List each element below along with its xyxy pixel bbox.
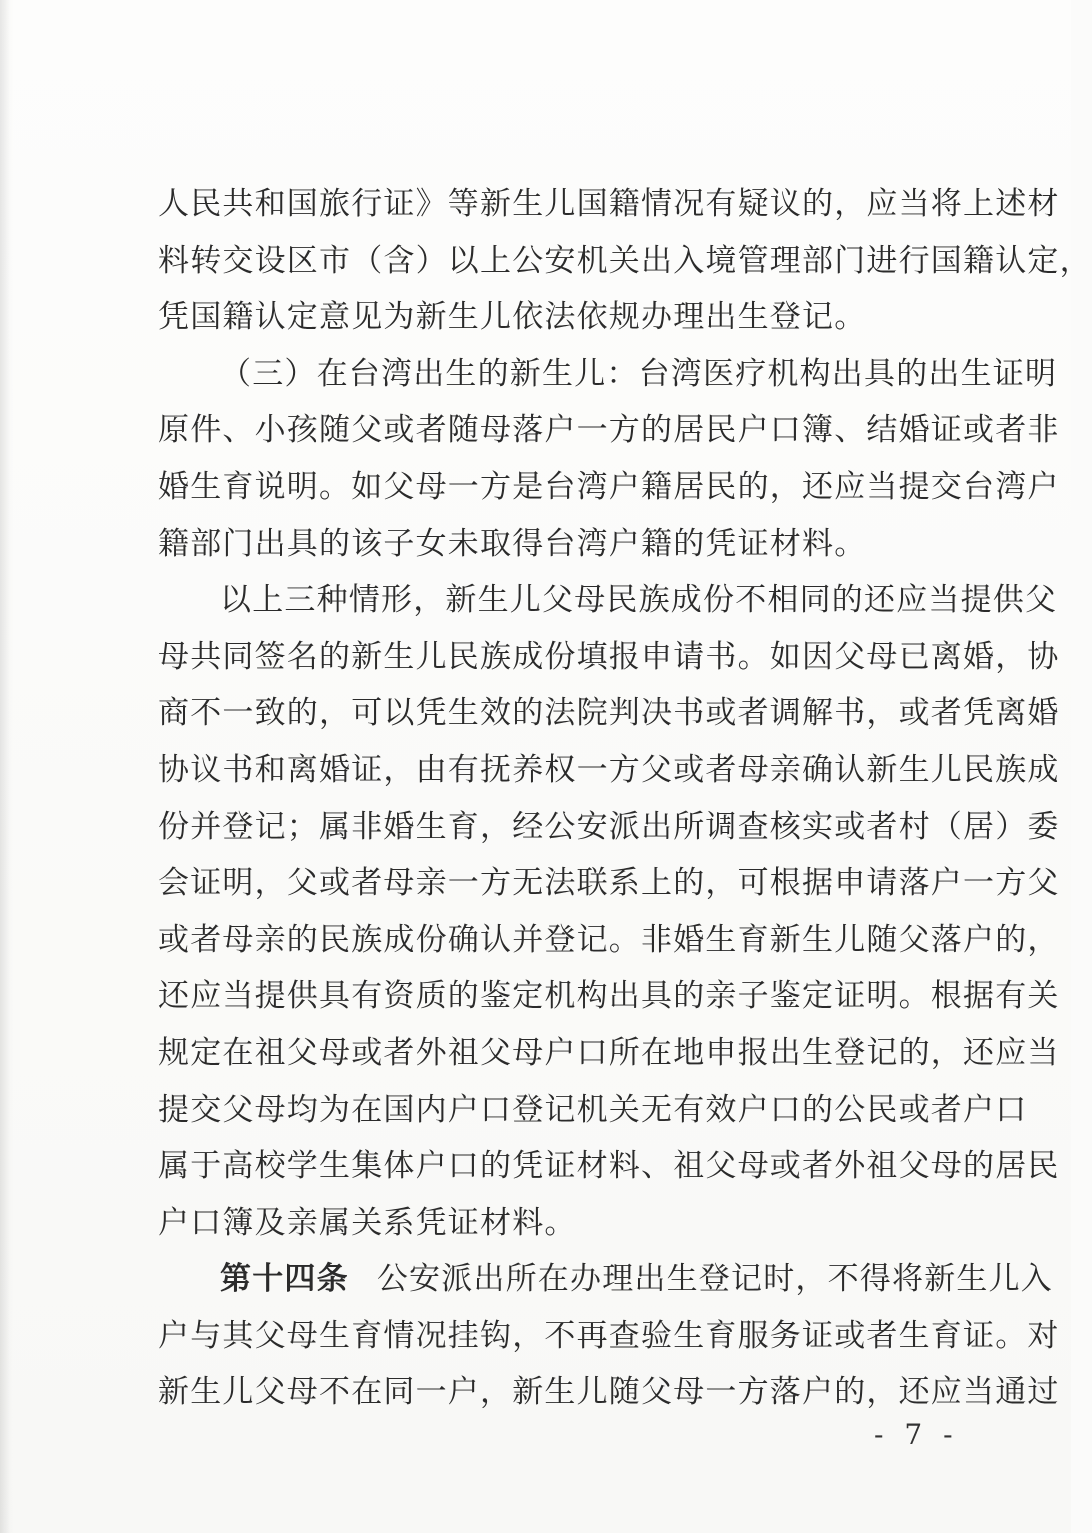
text-line: 提交父母均为在国内户口登记机关无有效户口的公民或者户口 (158, 1091, 1028, 1128)
scan-edge-shadow (0, 0, 10, 1533)
text-line: 商不一致的，可以凭生效的法院判决书或者调解书，或者凭离婚 (158, 695, 1060, 732)
text-line: 新生儿父母不在同一户，新生儿随父母一方落户的，还应当通过 (158, 1374, 1060, 1411)
text-line: （三）在台湾出生的新生儿：台湾医疗机构出具的出生证明 (220, 355, 1058, 392)
text-line: 以上三种情形，新生儿父母民族成份不相同的还应当提供父 (220, 582, 1058, 619)
text-line: 婚生育说明。如父母一方是台湾户籍居民的，还应当提交台湾户 (158, 468, 1060, 505)
text-line: 籍部门出具的该子女未取得台湾户籍的凭证材料。 (158, 525, 867, 562)
text-line: 或者母亲的民族成份确认并登记。非婚生育新生儿随父落户的， (158, 921, 1060, 958)
text-line: 还应当提供具有资质的鉴定机构出具的亲子鉴定证明。根据有关 (158, 978, 1060, 1015)
text-line: 户口簿及亲属关系凭证材料。 (158, 1204, 577, 1241)
text-line: 原件、小孩随父或者随母落户一方的居民户口簿、结婚证或者非 (158, 412, 1060, 449)
article-text: 公安派出所在办理出生登记时，不得将新生儿入 (376, 1261, 1054, 1298)
text-line: 料转交设区市（含）以上公安机关出入境管理部门进行国籍认定， (158, 242, 1092, 279)
text-line: 属于高校学生集体户口的凭证材料、祖父母或者外祖父母的居民 (158, 1148, 1060, 1185)
text-line: 份并登记；属非婚生育，经公安派出所调查核实或者村（居）委 (158, 808, 1060, 845)
document-body (158, 176, 1092, 1421)
text-line: 人民共和国旅行证》等新生儿国籍情况有疑议的，应当将上述材 (158, 186, 1060, 222)
text-line: 凭国籍认定意见为新生儿依法依规办理出生登记。 (158, 299, 867, 336)
text-line: 协议书和离婚证，由有抚养权一方父或者母亲确认新生儿民族成 (158, 751, 1060, 788)
text-line: 规定在祖父母或者外祖父母户口所在地申报出生登记的，还应当 (158, 1034, 1060, 1071)
article-first-line (158, 1251, 1054, 1308)
page-number: - 7 - (874, 1418, 959, 1451)
text-line: 户与其父母生育情况挂钩，不再查验生育服务证或者生育证。对 (158, 1317, 1060, 1354)
text-line: 母共同签名的新生儿民族成份填报申请书。如因父母已离婚，协 (158, 638, 1060, 675)
article-heading: 第十四条 (220, 1261, 349, 1298)
text-line: 会证明，父或者母亲一方无法联系上的，可根据申请落户一方父 (158, 865, 1060, 902)
